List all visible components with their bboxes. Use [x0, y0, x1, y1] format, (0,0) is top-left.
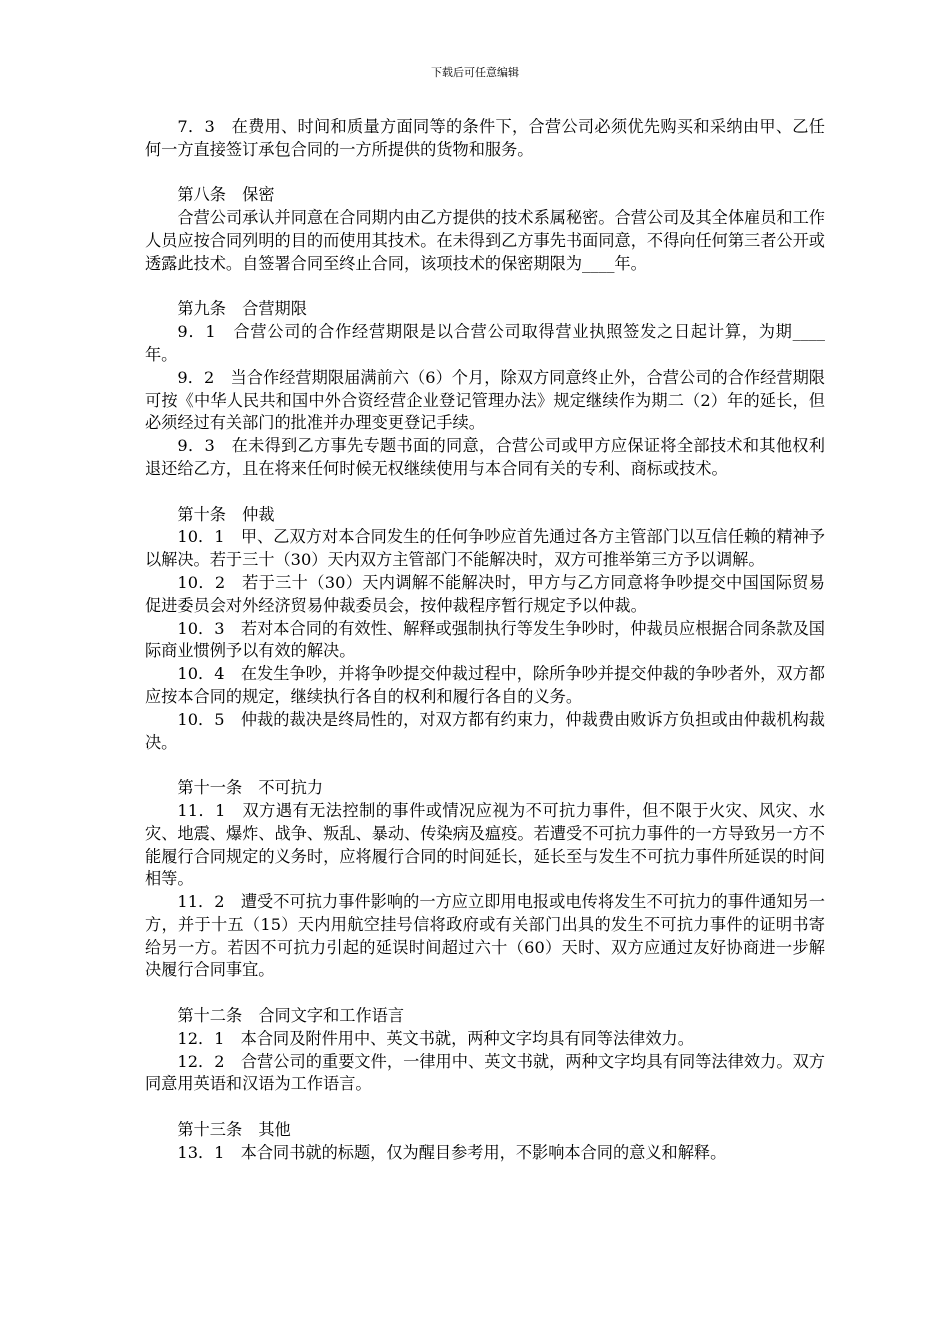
- section-heading: 第八条 保密: [177, 185, 275, 205]
- clause-paragraph: 10．5 仲裁的裁决是终局性的，对双方都有约束力，仲裁费由败诉方负担或由仲裁机构裁决。: [145, 709, 825, 752]
- clause-paragraph: 10．4 在发生争吵，并将争吵提交仲裁过程中，除所争吵并提交仲裁的争吵者外，双方都应按本合同的规定，继续执行各自的权利和履行各自的义务。: [145, 664, 825, 706]
- section-heading: 第九条 合营期限: [177, 299, 307, 319]
- clause-paragraph: 合营公司承认并同意在合同期内由乙方提供的技术系属秘密。合营公司及其全体雇员和工作人员应按合同列明的目的而使用其技术。在未得到乙方事先书面同意，不得向任何第三者公开或透露此技术。自签署合同至终止合同，该项技术的保密期限为____年。: [145, 208, 825, 273]
- section-heading: 第十条 仲裁: [177, 504, 275, 524]
- contract-section: [145, 777, 825, 982]
- contract-section: [145, 116, 825, 162]
- clause-paragraph: 9．3 在未得到乙方事先专题书面的同意，合营公司或甲方应保证将全部技术和其他权利退还给乙方，且在将来任何时候无权继续使用与本合同有关的专利、商标或技术。: [145, 436, 825, 478]
- clause-paragraph: 10．2 若于三十（30）天内调解不能解决时，甲方与乙方同意将争吵提交中国国际贸易促进委员会对外经济贸易仲裁委员会，按仲裁程序暂行规定予以仲裁。: [145, 572, 825, 615]
- clause-paragraph: 12．1 本合同及附件用中、英文书就，两种文字均具有同等法律效力。: [177, 1028, 694, 1048]
- section-heading: 第十二条 合同文字和工作语言: [177, 1006, 405, 1026]
- clause-paragraph: 7．3 在费用、时间和质量方面同等的条件下，合营公司必须优先购买和采纳由甲、乙任何一方直接签订承包合同的一方所提供的货物和服务。: [145, 117, 825, 159]
- section-heading: 第十三条 其他: [177, 1120, 291, 1140]
- contract-section: [145, 1005, 825, 1096]
- contract-section: [145, 1119, 825, 1165]
- document-body: [145, 116, 825, 1165]
- contract-section: [145, 504, 825, 755]
- contract-section: [145, 184, 825, 275]
- clause-paragraph: 10．3 若对本合同的有效性、解释或强制执行等发生争吵时，仲裁员应根据合同条款及国际商业惯例予以有效的解决。: [145, 618, 825, 661]
- clause-paragraph: 11．1 双方遇有无法控制的事件或情况应视为不可抗力事件，但不限于火灾、风灾、水灾、地震、爆炸、战争、叛乱、暴动、传染病及瘟疫。若遭受不可抗力事件的一方导致另一方不能履行合同规定的义务时，应将履行合同的时间延长，延长至与发生不可抗力事件所延误的时间相等。: [145, 800, 825, 889]
- clause-paragraph: 9．2 当合作经营期限届满前六（6）个月，除双方同意终止外，合营公司的合作经营期限可按《中华人民共和国中外合资经营企业登记管理办法》规定继续作为期二（2）年的延长，但必须经过有关部门的批准并办理变更登记手续。: [145, 367, 825, 433]
- clause-paragraph: 11．2 遭受不可抗力事件影响的一方应立即用电报或电传将发生不可抗力的事件通知另一方，并于十五（15）天内用航空挂号信将政府或有关部门出具的发生不可抗力事件的证明书寄给另一方。若因不可抗力引起的延误时间超过六十（60）天时、双方应通过友好协商进一步解决履行合同事宜。: [145, 892, 825, 980]
- clause-paragraph: 12．2 合营公司的重要文件，一律用中、英文书就，两种文字均具有同等法律效力。双方同意用英语和汉语为工作语言。: [145, 1051, 825, 1094]
- clause-paragraph: 9．1 合营公司的合作经营期限是以合营公司取得营业执照签发之日起计算，为期____年。: [145, 322, 825, 364]
- clause-paragraph: 10．1 甲、乙双方对本合同发生的任何争吵应首先通过各方主管部门以互信任赖的精神予以解决。若于三十（30）天内双方主管部门不能解决时，双方可推举第三方予以调解。: [145, 527, 825, 570]
- contract-section: [145, 298, 825, 480]
- clause-paragraph: 13．1 本合同书就的标题，仅为醒目参考用，不影响本合同的意义和解释。: [177, 1142, 727, 1162]
- page-header: 下载后可任意编辑: [431, 66, 519, 79]
- section-heading: 第十一条 不可抗力: [177, 778, 324, 798]
